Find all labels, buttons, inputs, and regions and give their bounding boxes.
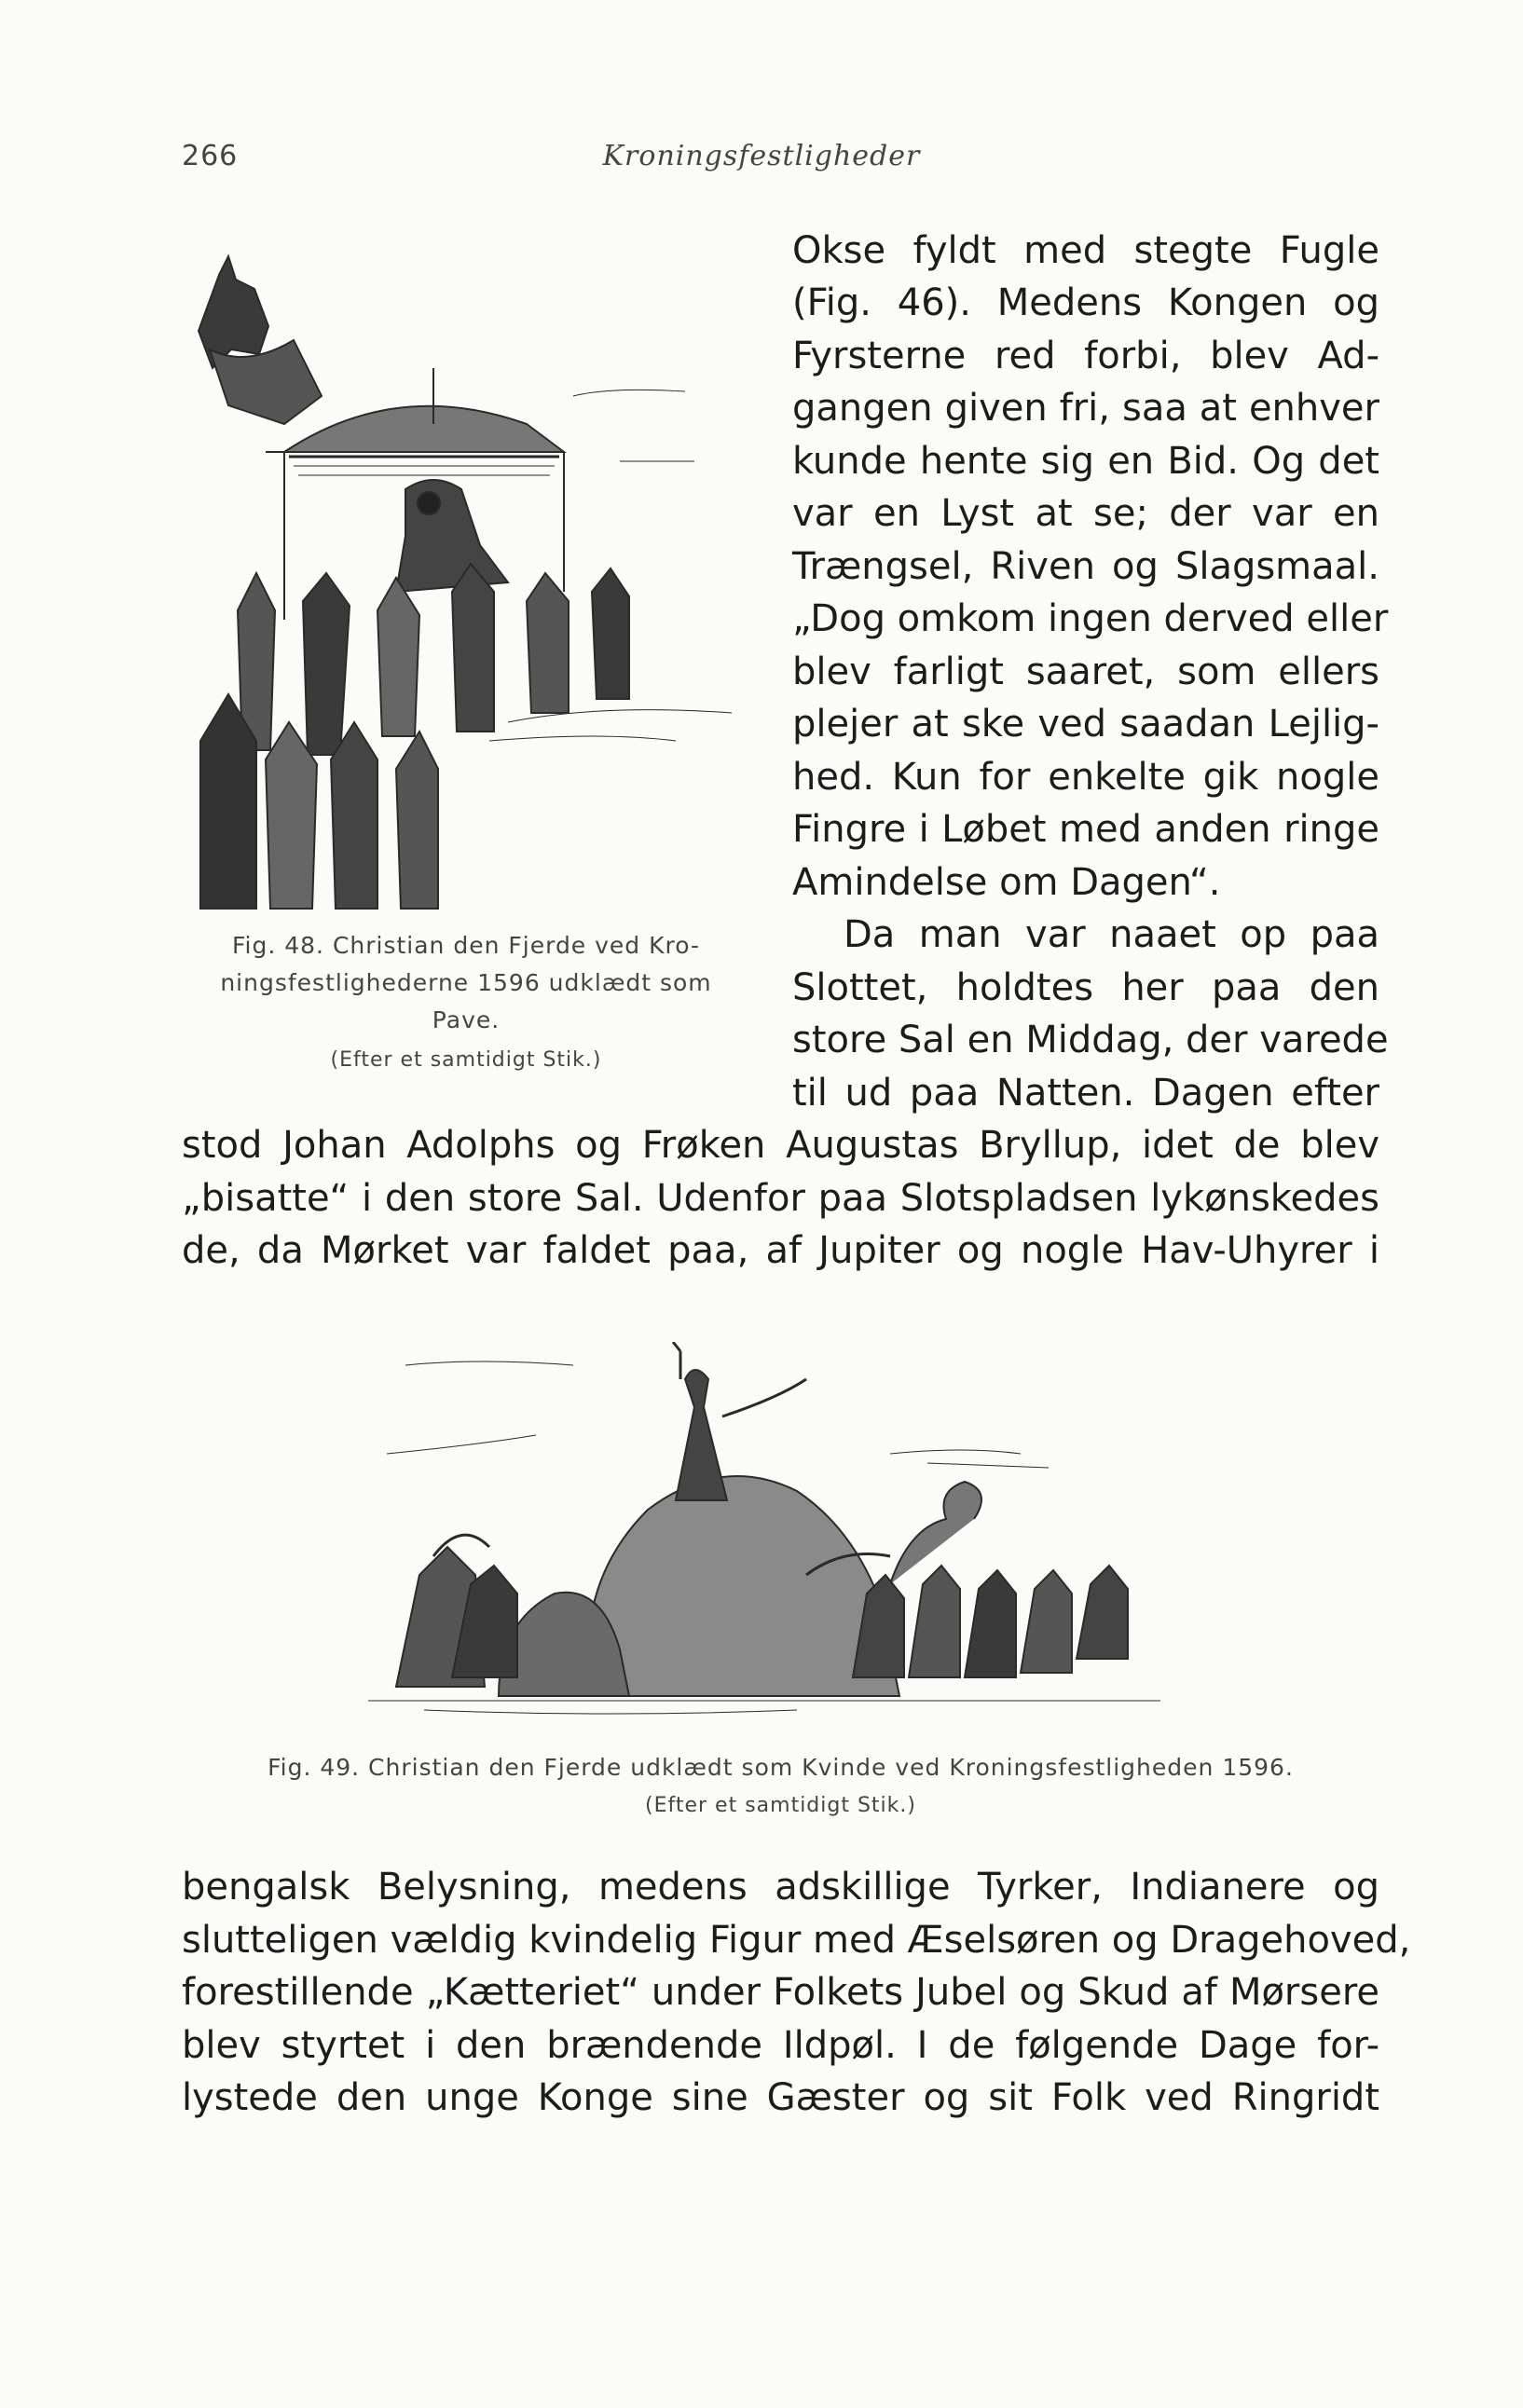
- text-line: til ud paa Natten. Dagen efter: [792, 1072, 1379, 1115]
- figure-48-caption-line: Pave.: [432, 1006, 501, 1033]
- text-line: Fyrsterne red forbi, blev Ad-: [792, 335, 1379, 377]
- text-line: „Dog omkom ingen derved eller: [792, 597, 1389, 640]
- text-line: lystede den unge Konge sine Gæster og sit Folk ved Ringridt: [182, 2076, 1379, 2119]
- running-title: Kroningsfestligheder: [602, 140, 921, 172]
- text-line: Trængsel, Riven og Slagsmaal.: [792, 545, 1379, 588]
- text-line: Da man var naaet op paa: [844, 913, 1379, 956]
- text-line: gangen given fri, saa at enhver: [792, 387, 1379, 430]
- text-line: var en Lyst at se; der var en: [792, 492, 1379, 535]
- figure-49-source: (Efter et samtidigt Stik.): [645, 1794, 916, 1817]
- text-line: (Fig. 46). Medens Kongen og: [792, 281, 1379, 324]
- text-line: slutteligen vældig kvindelig Figur med Æselsøren og Dragehoved,: [182, 1919, 1411, 1962]
- text-line: Fingre i Løbet med anden ringe: [792, 808, 1379, 851]
- text-line: blev styrtet i den brændende Ildpøl. I de følgende Dage for-: [182, 2024, 1379, 2067]
- figure-48-caption-line: Fig. 48. Christian den Fjerde ved Kro-: [231, 932, 701, 959]
- text-line: forestillende „Kætteriet“ under Folkets Jubel og Skud af Mørsere: [182, 1971, 1379, 2014]
- text-line: store Sal en Middag, der varede: [792, 1019, 1389, 1061]
- text-line: plejer at ske ved saadan Lejlig-: [792, 703, 1379, 746]
- text-line: de, da Mørket var faldet paa, af Jupiter og nogle Hav-Uhyrer i: [182, 1229, 1379, 1272]
- figure-48-source: (Efter et samtidigt Stik.): [330, 1048, 602, 1072]
- text-line: blev farligt saaret, som ellers: [792, 650, 1379, 693]
- text-line: hed. Kun for enkelte gik nogle: [792, 756, 1379, 799]
- figure-48-illustration: [182, 238, 750, 918]
- text-line: „bisatte“ i den store Sal. Udenfor paa Slotspladsen lykønskedes: [182, 1177, 1379, 1220]
- page-number: 266: [182, 140, 239, 172]
- text-line: kunde hente sig en Bid. Og det: [792, 440, 1379, 483]
- text-line: stod Johan Adolphs og Frøken Augustas Bryllup, idet de blev: [182, 1124, 1379, 1167]
- figure-49-illustration: [368, 1342, 1179, 1715]
- text-line: Slottet, holdtes her paa den: [792, 966, 1379, 1009]
- figure-48-caption-line: ningsfestlighederne 1596 udklædt som: [220, 969, 712, 996]
- text-line: Okse fyldt med stegte Fugle: [792, 229, 1379, 272]
- text-line: Amindelse om Dagen“.: [792, 861, 1221, 904]
- page-header: [0, 140, 1523, 177]
- text-line: bengalsk Belysning, medens adskillige Tyrker, Indianere og: [182, 1866, 1379, 1909]
- figure-49-caption: Fig. 49. Christian den Fjerde udklædt som Kvinde ved Kroningsfestligheden 1596.: [268, 1754, 1294, 1781]
